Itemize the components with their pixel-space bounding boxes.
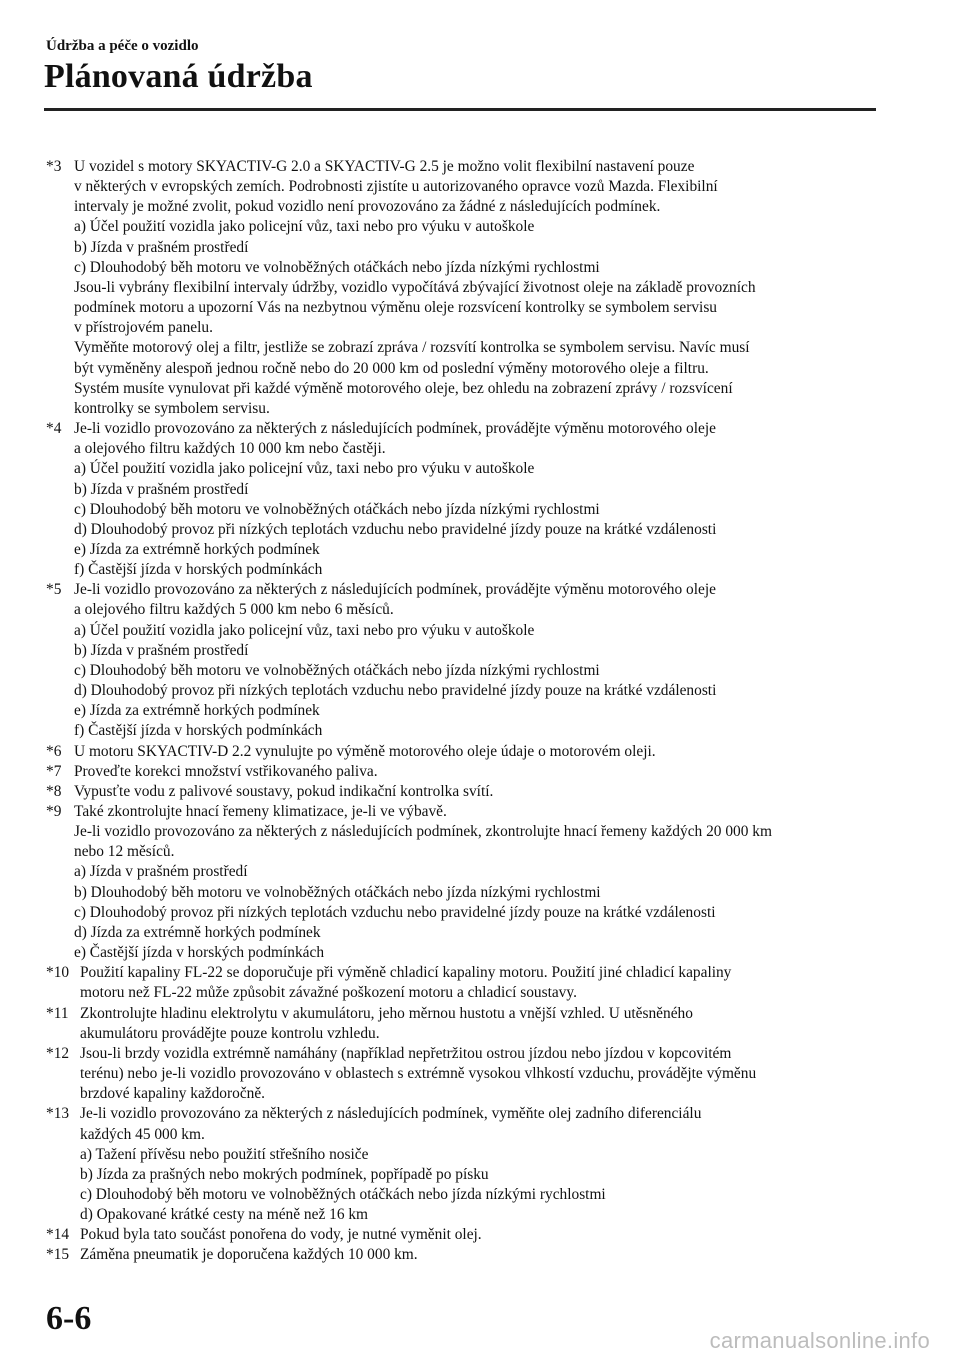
footnote-line: b) Jízda v prašném prostředí <box>74 480 249 498</box>
footnote-mark: *7 <box>46 762 62 780</box>
footnote-line: c) Dlouhodobý běh motoru ve volnoběžných otáčkách nebo jízda nízkými rychlostmi <box>80 1185 606 1203</box>
footnote-body <box>80 1004 882 1044</box>
footnote-line: b) Jízda v prašném prostředí <box>74 641 249 659</box>
footnote-line: a olejového filtru každých 10 000 km nebo častěji. <box>74 440 386 458</box>
footnote-body <box>80 963 882 1003</box>
footnote-line: a) Účel použití vozidla jako policejní vůz, taxi nebo pro výuku v autoškole <box>74 621 535 639</box>
title-rule <box>44 108 876 111</box>
footnote <box>46 802 882 963</box>
footnote <box>46 963 882 1003</box>
footnote-line: motoru než FL-22 může způsobit závažné poškození motoru a chladicí soustavy. <box>80 984 577 1002</box>
footnote-line: Záměna pneumatik je doporučena každých 10 000 km. <box>80 1246 418 1264</box>
footnote-line: Vypusťte vodu z palivové soustavy, pokud indikační kontrolka svítí. <box>74 782 494 800</box>
footnote-line: d) Dlouhodobý provoz při nízkých teplotách vzduchu nebo pravidelné jízdy pouze na krátké vzdálenosti <box>74 682 717 700</box>
footnote-line: b) Jízda v prašném prostředí <box>74 238 249 256</box>
footnote-line: Je-li vozidlo provozováno za některých z následujících podmínek, vyměňte olej zadního diferenciálu <box>80 1105 702 1123</box>
footnote-mark: *15 <box>46 1246 70 1264</box>
footnote-line: e) Častější jízda v horských podmínkách <box>74 944 325 962</box>
footnote-line: brzdové kapaliny každoročně. <box>80 1085 266 1103</box>
footnote-line: každých 45 000 km. <box>80 1125 205 1143</box>
footnote-mark: *10 <box>46 964 70 982</box>
footnote-line: Systém musíte vynulovat při každé výměně motorového oleje, bez ohledu na zobrazení zprávy / rozsvícení <box>74 379 733 397</box>
footnote-line: Použití kapaliny FL-22 se doporučuje při výměně chladicí kapaliny motoru. Použití jiné chladicí kapaliny <box>80 964 732 982</box>
footnote-body <box>80 1245 882 1265</box>
footnote-line: Jsou-li brzdy vozidla extrémně namáhány (například nepřetržitou ostrou jízdou nebo jízdou v kopcovitém <box>80 1044 732 1062</box>
footnote <box>46 1245 882 1265</box>
footnote-line: Jsou-li vybrány flexibilní intervaly údržby, vozidlo vypočítává zbývající životnost oleje na základě provozních <box>74 278 756 296</box>
footnote <box>46 157 882 419</box>
footnote-line: e) Jízda za extrémně horkých podmínek <box>74 540 320 558</box>
footnote-line: Je-li vozidlo provozováno za některých z následujících podmínek, zkontrolujte hnací řemeny každých 20 000 km <box>74 823 772 841</box>
footnote-mark: *13 <box>46 1105 70 1123</box>
footnote-line: a) Účel použití vozidla jako policejní vůz, taxi nebo pro výuku v autoškole <box>74 460 535 478</box>
footnote-line: Je-li vozidlo provozováno za některých z následujících podmínek, provádějte výměnu motorového oleje <box>74 581 716 599</box>
page-number: 6-6 <box>46 1300 92 1337</box>
footnote-line: d) Dlouhodobý provoz při nízkých teplotách vzduchu nebo pravidelné jízdy pouze na krátké vzdálenosti <box>74 520 717 538</box>
footnote-line: a) Účel použití vozidla jako policejní vůz, taxi nebo pro výuku v autoškole <box>74 218 535 236</box>
section-label: Údržba a péče o vozidlo <box>46 38 199 54</box>
footnote <box>46 1104 882 1225</box>
footnote-line: b) Dlouhodobý běh motoru ve volnoběžných otáčkách nebo jízda nízkými rychlostmi <box>74 883 601 901</box>
footnote <box>46 742 882 762</box>
footnote <box>46 762 882 782</box>
footnote-line: c) Dlouhodobý běh motoru ve volnoběžných otáčkách nebo jízda nízkými rychlostmi <box>74 258 600 276</box>
watermark: carmanualsonline.info <box>709 1328 930 1353</box>
page-title: Plánovaná údržba <box>44 58 313 95</box>
footnote-body <box>80 1044 882 1104</box>
footnote-line: d) Jízda za extrémně horkých podmínek <box>74 923 321 941</box>
footnote-mark: *5 <box>46 581 62 599</box>
footnote-line: v některých v evropských zemích. Podrobnosti zjistíte u autorizovaného opravce vozů Mazda. Flexibilní <box>74 178 718 196</box>
footnote-line: Vyměňte motorový olej a filtr, jestliže se zobrazí zpráva / rozsvítí kontrolka se symbolem servisu. Navíc musí <box>74 339 750 357</box>
footnote-mark: *4 <box>46 420 62 438</box>
footnote <box>46 580 882 741</box>
footnote-line: Proveďte korekci množství vstřikovaného paliva. <box>74 762 378 780</box>
footnote-body <box>74 742 882 762</box>
footnote-line: U motoru SKYACTIV-D 2.2 vynulujte po výměně motorového oleje údaje o motorovém oleji. <box>74 742 656 760</box>
footnote <box>46 1044 882 1104</box>
footnote-line: c) Dlouhodobý běh motoru ve volnoběžných otáčkách nebo jízda nízkými rychlostmi <box>74 661 600 679</box>
footnote-body <box>74 802 882 963</box>
footnote-line: c) Dlouhodobý běh motoru ve volnoběžných otáčkách nebo jízda nízkými rychlostmi <box>74 500 600 518</box>
footnote-line: a olejového filtru každých 5 000 km nebo 6 měsíců. <box>74 601 394 619</box>
footnote-line: e) Jízda za extrémně horkých podmínek <box>74 702 320 720</box>
footnote-body <box>74 419 882 580</box>
footnote-line: f) Častější jízda v horských podmínkách <box>74 722 323 740</box>
footnote-line: nebo 12 měsíců. <box>74 843 175 861</box>
footnote-line: být vyměněny alespoň jednou ročně nebo do 20 000 km od poslední výměny motorového oleje a filtru. <box>74 359 709 377</box>
footnote-mark: *11 <box>46 1004 69 1022</box>
footnote-line: d) Opakované krátké cesty na méně než 16 km <box>80 1206 369 1224</box>
footnote-body <box>74 580 882 741</box>
footnote-line: v přístrojovém panelu. <box>74 319 213 337</box>
footnote-body <box>74 782 882 802</box>
footnote-body <box>74 762 882 782</box>
footnote-mark: *6 <box>46 742 62 760</box>
footnote-line: Zkontrolujte hladinu elektrolytu v akumulátoru, jeho měrnou hustotu a vnější vzhled. U utěsněného <box>80 1004 693 1022</box>
footnote-mark: *9 <box>46 803 62 820</box>
footnote-line: U vozidel s motory SKYACTIV-G 2.0 a SKYACTIV-G 2.5 je možno volit flexibilní nastavení pouze <box>74 158 695 175</box>
footnote-line: c) Dlouhodobý provoz při nízkých teplotách vzduchu nebo pravidelné jízdy pouze na krátké vzdálenosti <box>74 903 716 921</box>
footnote-mark: *12 <box>46 1044 70 1062</box>
footnote-line: Je-li vozidlo provozováno za některých z následujících podmínek, provádějte výměnu motorového oleje <box>74 420 716 438</box>
footnote-line: a) Jízda v prašném prostředí <box>74 863 248 881</box>
footnote-line: podmínek motoru a upozorní Vás na nezbytnou výměnu oleje rozsvícení kontrolky se symbolem servisu <box>74 299 718 317</box>
footnote-line: b) Jízda za prašných nebo mokrých podmínek, popřípadě po písku <box>80 1165 489 1183</box>
footnote-mark: *14 <box>46 1226 70 1244</box>
footnote-line: akumulátoru provádějte pouze kontrolu vzhledu. <box>80 1024 380 1042</box>
footnote-mark: *3 <box>46 158 62 175</box>
footnote-body <box>80 1225 882 1245</box>
footnote-line: a) Tažení přívěsu nebo použití střešního nosiče <box>80 1145 369 1163</box>
footnote-line: kontrolky se symbolem servisu. <box>74 399 270 417</box>
footnote-line: f) Častější jízda v horských podmínkách <box>74 561 323 579</box>
footnote-line: terénu) nebo je-li vozidlo provozováno v oblastech s extrémně vysokou vlhkostí vzduchu, provádějte výměnu <box>80 1065 757 1083</box>
notes-list <box>46 157 882 1266</box>
footnote <box>46 419 882 580</box>
footnote-line: Také zkontrolujte hnací řemeny klimatizace, je-li ve výbavě. <box>74 803 447 820</box>
footnote-body <box>80 1104 882 1225</box>
footnote-mark: *8 <box>46 782 62 800</box>
footnote <box>46 1225 882 1245</box>
footnote <box>46 782 882 802</box>
footnote-line: Pokud byla tato součást ponořena do vody, je nutné vyměnit olej. <box>80 1226 482 1244</box>
footnote-line: intervaly je možné zvolit, pokud vozidlo není provozováno za žádné z následujících podmínek. <box>74 198 661 216</box>
footnote <box>46 1004 882 1044</box>
footnote-body <box>74 157 882 419</box>
